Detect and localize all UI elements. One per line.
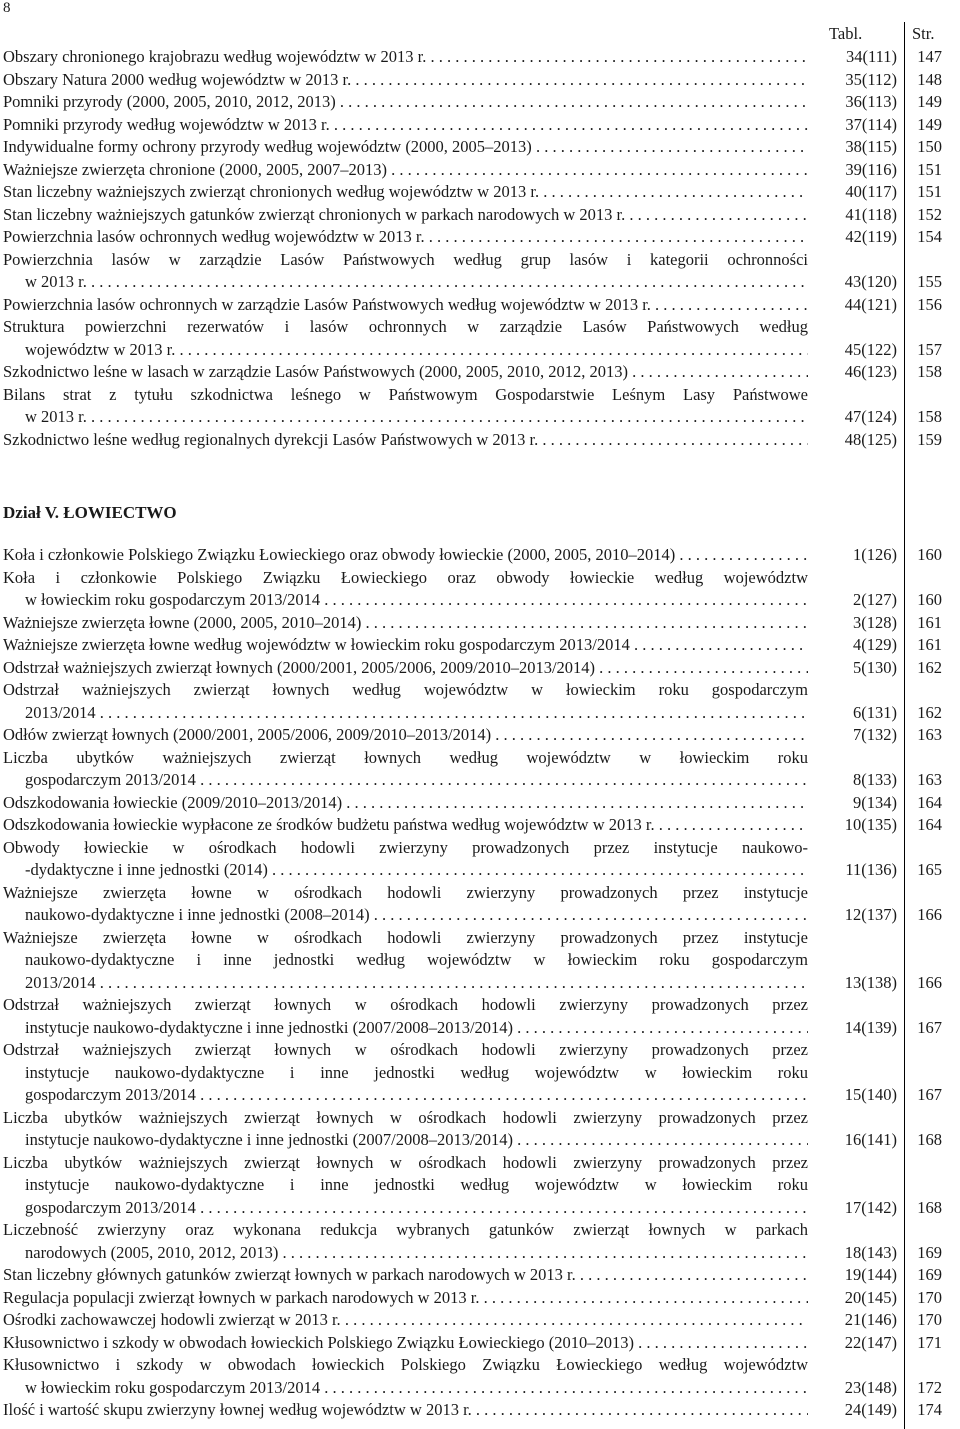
toc-entry <box>3 115 960 138</box>
toc-entry-table-number: 18(143) <box>844 1242 897 1262</box>
toc-entry-title-line: Odstrzał ważniejszych zwierząt łownych według województw w łowieckim roku gospodarczym <box>3 680 808 699</box>
toc-entry-title-last-line: w łowieckim roku gospodarczym 2013/2014 . . . <box>25 1378 808 1398</box>
toc-entry-table-number: 46(123) <box>844 362 897 381</box>
toc-entry-title-last-line: Stan liczebny ważniejszych zwierząt chronionych według województw w 2013 r. . . . <box>3 182 808 202</box>
toc-entry-page-number: 149 <box>917 92 942 111</box>
toc-entry-page-number: 158 <box>917 407 942 426</box>
toc-entry-title-last-line: Indywidualne formy ochrony przyrody według województw (2000, 2005–2013) . . . <box>3 137 808 157</box>
toc-entry-page-number: 147 <box>917 47 942 66</box>
toc-entry-title-last-line: 2013/2014 . . . <box>25 703 808 723</box>
toc-entry-title-last-line: Szkodnictwo leśne w lasach w zarządzie Lasów Państwowych (2000, 2005, 2010, 2012, 2013) . . . <box>3 362 808 382</box>
toc-entry-title-line: Ważniejsze zwierzęta łowne w ośrodkach hodowli zwierzyny prowadzonych przez instytucje <box>3 882 808 902</box>
toc-entry-table-number: 16(141) <box>844 1130 897 1149</box>
toc-entry-table-number: 39(116) <box>845 159 897 179</box>
toc-entry-page-number: 148 <box>917 69 942 89</box>
toc-entry-title-last-line: instytucje naukowo-dydaktyczne i inne jednostki (2007/2008–2013/2014) . . . <box>25 1018 808 1038</box>
toc-entry <box>3 568 960 613</box>
toc-entry-page-number: 157 <box>917 339 942 359</box>
toc-entry-title-line: naukowo-dydaktyczne i inne jednostki według województw w łowieckim roku gospodarczym <box>25 950 808 969</box>
toc-entry-title-last-line: Powierzchnia lasów ochronnych według województw w 2013 r. . . . <box>3 227 808 247</box>
toc-entry-page-number: 162 <box>917 657 942 677</box>
toc-entry-page-number: 170 <box>917 1287 942 1307</box>
toc-entry-table-number: 12(137) <box>844 905 897 924</box>
toc-entry-table-number: 24(149) <box>844 1400 897 1419</box>
toc-entry-page-number: 174 <box>917 1400 942 1419</box>
toc-entry <box>3 1355 960 1400</box>
toc-entry <box>3 838 960 883</box>
toc-entry <box>3 92 960 115</box>
toc-entry-table-number: 37(114) <box>845 114 897 134</box>
toc-entry-title-last-line: Ośrodki zachowawczej hodowli zwierząt w 2013 r. . . . <box>3 1310 808 1330</box>
toc-entry-table-number: 1(126) <box>853 545 897 564</box>
toc-entry <box>3 928 960 996</box>
toc-entry-page-number: 163 <box>917 770 942 789</box>
toc-entry-title-line: Kłusownictwo i szkody w obwodach łowieckich Polskiego Związku Łowieckiego według województw <box>3 1355 808 1374</box>
toc-entry <box>3 295 960 318</box>
toc-entry <box>3 815 960 838</box>
toc-entry-title-last-line: naukowo-dydaktyczne i inne jednostki (2008–2014) . . . <box>25 905 808 925</box>
toc-entry-page-number: 149 <box>917 114 942 134</box>
toc-entry-page-number: 167 <box>917 1017 942 1037</box>
toc-entry-title-last-line: gospodarczym 2013/2014 . . . <box>25 1198 808 1218</box>
toc-entry <box>3 430 960 453</box>
toc-entry <box>3 635 960 658</box>
toc-entry-title-last-line: Ważniejsze zwierzęta chronione (2000, 2005, 2007–2013) . . . <box>3 160 808 180</box>
toc-entry-title-line: Liczebność zwierzyny oraz wykonana redukcja wybranych gatunków zwierząt łownych w parkach <box>3 1220 808 1239</box>
toc-entry-table-number: 3(128) <box>853 612 897 632</box>
toc-entry <box>3 748 960 793</box>
toc-entry-table-number: 40(117) <box>845 182 897 201</box>
toc-entry-title-last-line: w 2013 r. . . . <box>25 272 808 292</box>
toc-entry-title-last-line: Kłusownictwo i szkody w obwodach łowieckich Polskiego Związku Łowieckiego (2010–2013) . . . <box>3 1333 808 1353</box>
toc-entry-page-number: 151 <box>917 182 942 201</box>
toc-entry <box>3 1265 960 1288</box>
toc-entry-page-number: 164 <box>917 792 942 812</box>
toc-entry-table-number: 45(122) <box>844 339 897 359</box>
toc-entry-page-number: 166 <box>917 972 942 992</box>
toc-entry <box>3 1310 960 1333</box>
toc-entry-table-number: 38(115) <box>845 137 897 156</box>
toc-entry <box>3 205 960 228</box>
toc-entry-page-number: 158 <box>917 362 942 381</box>
page-number: 8 <box>3 0 11 16</box>
toc-entry-page-number: 168 <box>917 1130 942 1149</box>
toc-entry-page-number: 156 <box>917 294 942 314</box>
toc-entry-table-number: 6(131) <box>853 702 897 722</box>
toc-entry-page-number: 160 <box>917 590 942 609</box>
toc-entry-title-last-line: Odłów zwierząt łownych (2000/2001, 2005/2006, 2009/2010–2013/2014) . . . <box>3 725 808 745</box>
toc-entry <box>3 658 960 681</box>
toc-entry-page-number: 162 <box>917 702 942 722</box>
toc-entry-table-number: 9(134) <box>853 792 897 812</box>
toc-entry-page-number: 168 <box>917 1197 942 1217</box>
toc-entry-title-line: Bilans strat z tytułu szkodnictwa leśnego w Państwowym Gospodarstwie Leśnym Lasy Państwowe <box>3 384 808 404</box>
toc-entry-page-number: 161 <box>917 635 942 654</box>
toc-entry-page-number: 161 <box>917 612 942 632</box>
toc-entry-table-number: 48(125) <box>844 429 897 449</box>
toc-entry-page-number: 164 <box>917 815 942 834</box>
toc-entry-title-last-line: Odstrzał ważniejszych zwierząt łownych (2000/2001, 2005/2006, 2009/2010–2013/2014) . . . <box>3 658 808 678</box>
toc-entry-table-number: 47(124) <box>844 407 897 426</box>
toc-entry <box>3 613 960 636</box>
tabl-column-header: Tabl. <box>829 24 863 43</box>
toc-entry-title-last-line: Pomniki przyrody (2000, 2005, 2010, 2012, 2013) . . . <box>3 92 808 112</box>
toc-entry <box>3 70 960 93</box>
toc-entry-title-line: Koła i członkowie Polskiego Związku Łowieckiego oraz obwody łowieckie według województw <box>3 567 808 587</box>
toc-entry-title-last-line: instytucje naukowo-dydaktyczne i inne jednostki (2007/2008–2013/2014) . . . <box>25 1130 808 1150</box>
toc-entry-table-number: 43(120) <box>844 272 897 291</box>
toc-entry-title-last-line: Stan liczebny głównych gatunków zwierząt łownych w parkach narodowych w 2013 r. . . . <box>3 1265 808 1285</box>
toc-entry <box>3 1288 960 1311</box>
toc-entry-title-last-line: gospodarczym 2013/2014 . . . <box>25 1085 808 1105</box>
toc-entry <box>3 227 960 250</box>
toc-entry-page-number: 163 <box>917 725 942 744</box>
toc-entry <box>3 317 960 362</box>
toc-entry <box>3 385 960 430</box>
toc-entry-title-last-line: w 2013 r. . . . <box>25 407 808 427</box>
toc-entry-page-number: 169 <box>917 1242 942 1262</box>
toc-entry-page-number: 152 <box>917 204 942 224</box>
toc-entry <box>3 182 960 205</box>
toc-entry-title-line: Liczba ubytków ważniejszych zwierząt łownych według województw w łowieckim roku <box>3 747 808 767</box>
toc-entry <box>3 1040 960 1108</box>
toc-entry <box>3 680 960 725</box>
toc-entry-page-number: 165 <box>917 860 942 879</box>
toc-entry-title-last-line: Szkodnictwo leśne według regionalnych dyrekcji Lasów Państwowych w 2013 r. . . . <box>3 430 808 450</box>
toc-entry-table-number: 5(130) <box>853 657 897 677</box>
toc-entry-page-number: 166 <box>917 905 942 924</box>
toc-entry-title-last-line: Ważniejsze zwierzęta łowne (2000, 2005, 2010–2014) . . . <box>3 613 808 633</box>
section-title: Dział V. ŁOWIECTWO <box>3 503 177 522</box>
toc-entry-table-number: 2(127) <box>853 590 897 609</box>
toc-entry-title-last-line: Ilość i wartość skupu zwierzyny łownej według województw w 2013 r. . . . <box>3 1400 808 1420</box>
toc-entry-page-number: 160 <box>917 545 942 564</box>
toc-entry-table-number: 8(133) <box>853 770 897 789</box>
toc-entry-title-last-line: 2013/2014 . . . <box>25 973 808 993</box>
toc-entry-title-last-line: Obszary chronionego krajobrazu według województw w 2013 r. . . . <box>3 47 808 67</box>
toc-entry-title-last-line: Koła i członkowie Polskiego Związku Łowieckiego oraz obwody łowieckie (2000, 2005, 2010–2014) . . . <box>3 545 808 565</box>
toc-entry-page-number: 154 <box>917 227 942 246</box>
toc-entry-table-number: 21(146) <box>844 1310 897 1329</box>
toc-entry-page-number: 150 <box>917 137 942 156</box>
toc-entry-table-number: 20(145) <box>844 1287 897 1307</box>
toc-entry <box>3 250 960 295</box>
toc-entry <box>3 545 960 568</box>
toc-entry-table-number: 13(138) <box>844 972 897 992</box>
toc-entry-table-number: 19(144) <box>844 1265 897 1284</box>
toc-entry-title-line: Liczba ubytków ważniejszych zwierząt łownych w ośrodkach hodowli zwierzyny prowadzonych przez <box>3 1152 808 1172</box>
toc-entry-title-last-line: w łowieckim roku gospodarczym 2013/2014 . . . <box>25 590 808 610</box>
toc-entry-table-number: 44(121) <box>844 294 897 314</box>
toc-entry-table-number: 11(136) <box>845 860 897 879</box>
toc-entry-table-number: 23(148) <box>844 1377 897 1397</box>
str-column-header: Str. <box>912 24 935 43</box>
toc-entry <box>3 137 960 160</box>
toc-entry-title-last-line: Obszary Natura 2000 według województw w 2013 r. . . . <box>3 70 808 90</box>
toc-entry <box>3 47 960 70</box>
toc-entry-table-number: 35(112) <box>845 69 897 89</box>
toc-entry-title-line: Ważniejsze zwierzęta łowne w ośrodkach hodowli zwierzyny prowadzonych przez instytucje <box>3 927 808 947</box>
toc-entry <box>3 1108 960 1153</box>
toc-entry-title-last-line: narodowych (2005, 2010, 2012, 2013) . . . <box>25 1243 808 1263</box>
toc-entry-page-number: 151 <box>917 159 942 179</box>
toc-entry-table-number: 10(135) <box>844 815 897 834</box>
toc-entry <box>3 1220 960 1265</box>
toc-entry-title-line: Powierzchnia lasów w zarządzie Lasów Państwowych według grup lasów i kategorii ochronności <box>3 249 808 269</box>
toc-entry-page-number: 167 <box>917 1085 942 1104</box>
toc-entry-table-number: 14(139) <box>844 1017 897 1037</box>
toc-entry-title-last-line: Odszkodowania łowieckie (2009/2010–2013/2014) . . . <box>3 793 808 813</box>
toc-entry-page-number: 169 <box>917 1265 942 1284</box>
toc-entry <box>3 1400 960 1423</box>
toc-entry-title-last-line: Ważniejsze zwierzęta łowne według województw w łowieckim roku gospodarczym 2013/2014 . . . <box>3 635 808 655</box>
toc-entry-title-last-line: Pomniki przyrody według województw w 2013 r. . . . <box>3 115 808 135</box>
toc-entry <box>3 883 960 928</box>
toc-entry-title-last-line: Odszkodowania łowieckie wypłacone ze środków budżetu państwa według województw w 2013 r. . . . <box>3 815 808 835</box>
toc-entry-title-last-line: Powierzchnia lasów ochronnych w zarządzie Lasów Państwowych według województw w 2013 r. . . . <box>3 295 808 315</box>
toc-entry-table-number: 4(129) <box>853 635 897 654</box>
toc-entry-title-last-line: województw w 2013 r. . . . <box>25 340 808 360</box>
toc-entry-title-line: Obwody łowieckie w ośrodkach hodowli zwierzyny prowadzonych przez instytucje naukowo- <box>3 837 808 857</box>
toc-entry-title-line: Struktura powierzchni rezerwatów i lasów ochronnych w zarządzie Lasów Państwowych według <box>3 317 808 336</box>
toc-entry-table-number: 36(113) <box>845 92 897 111</box>
toc-entry-title-last-line: Regulacja populacji zwierząt łownych w parkach narodowych w 2013 r. . . . <box>3 1288 808 1308</box>
toc-entry-title-line: instytucje naukowo-dydaktyczne i inne jednostki według województw w łowieckim roku <box>25 1062 808 1082</box>
toc-entry-page-number: 159 <box>917 429 942 449</box>
toc-entry-title-last-line: gospodarczym 2013/2014 . . . <box>25 770 808 790</box>
toc-entry-table-number: 22(147) <box>844 1332 897 1352</box>
toc-entry <box>3 725 960 748</box>
toc-entry-title-line: instytucje naukowo-dydaktyczne i inne jednostki według województw w łowieckim roku <box>25 1175 808 1194</box>
toc-entry <box>3 1153 960 1221</box>
toc-entry-table-number: 42(119) <box>845 227 897 246</box>
toc-entry-table-number: 41(118) <box>845 204 897 224</box>
toc-entry-table-number: 34(111) <box>845 47 897 66</box>
toc-entry <box>3 793 960 816</box>
toc-entry <box>3 160 960 183</box>
toc-entry-title-line: Liczba ubytków ważniejszych zwierząt łownych w ośrodkach hodowli zwierzyny prowadzonych przez <box>3 1107 808 1127</box>
toc-entry-page-number: 172 <box>917 1377 942 1397</box>
toc-entry-table-number: 17(142) <box>844 1197 897 1217</box>
toc-entry-page-number: 155 <box>917 272 942 291</box>
toc-entry-table-number: 15(140) <box>844 1085 897 1104</box>
toc-entry <box>3 362 960 385</box>
toc-entry-title-last-line: Stan liczebny ważniejszych gatunków zwierząt chronionych w parkach narodowych w 2013 r. . . . <box>3 205 808 225</box>
toc-entry-table-number: 7(132) <box>853 725 897 744</box>
toc-entry-title-line: Odstrzał ważniejszych zwierząt łownych w ośrodkach hodowli zwierzyny prowadzonych przez <box>3 1040 808 1059</box>
toc-entry-title-last-line: -dydaktyczne i inne jednostki (2014) . . . <box>25 860 808 880</box>
toc-entry <box>3 1333 960 1356</box>
toc-entry-title-line: Odstrzał ważniejszych zwierząt łownych w ośrodkach hodowli zwierzyny prowadzonych przez <box>3 995 808 1014</box>
toc-entry-page-number: 170 <box>917 1310 942 1329</box>
toc-entry <box>3 995 960 1040</box>
toc-entry-page-number: 171 <box>917 1332 942 1352</box>
